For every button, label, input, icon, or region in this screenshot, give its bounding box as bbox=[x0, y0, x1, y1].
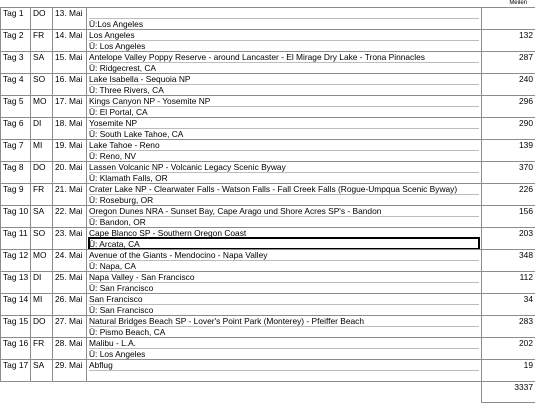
cell-route[interactable] bbox=[87, 118, 482, 140]
cell-weekday[interactable]: DO bbox=[31, 8, 53, 30]
route-text: Cape Blanco SP - Southern Oregon Coast bbox=[89, 228, 479, 238]
empty-cell bbox=[1, 382, 31, 403]
cell-day-number[interactable]: Tag 5 bbox=[1, 96, 31, 118]
cell-route[interactable] bbox=[87, 206, 482, 228]
cell-route[interactable] bbox=[87, 360, 482, 382]
route-text: Avenue of the Giants - Mendocino - Napa Valley bbox=[89, 250, 479, 260]
cell-day-number[interactable]: Tag 13 bbox=[1, 272, 31, 294]
cell-day-number[interactable]: Tag 8 bbox=[1, 162, 31, 184]
overnight-text: Ü: Ridgecrest, CA bbox=[89, 62, 479, 73]
cell-miles[interactable]: 156 bbox=[482, 206, 535, 228]
cell-weekday[interactable]: FR bbox=[31, 30, 53, 52]
cell-miles[interactable]: 296 bbox=[482, 96, 535, 118]
cell-route[interactable] bbox=[87, 228, 482, 250]
table-row bbox=[1, 294, 535, 316]
cell-day-number[interactable]: Tag 2 bbox=[1, 30, 31, 52]
cell-route[interactable] bbox=[87, 8, 482, 30]
table-row bbox=[1, 162, 535, 184]
overnight-text bbox=[89, 370, 479, 381]
cell-miles[interactable]: 34 bbox=[482, 294, 535, 316]
cell-weekday[interactable]: MI bbox=[31, 140, 53, 162]
route-text: Abflug bbox=[89, 360, 479, 370]
cell-weekday[interactable]: DO bbox=[31, 316, 53, 338]
cell-weekday[interactable]: SO bbox=[31, 228, 53, 250]
table-row bbox=[1, 184, 535, 206]
cell-weekday[interactable]: DO bbox=[31, 162, 53, 184]
cell-weekday[interactable]: SA bbox=[31, 206, 53, 228]
table-row bbox=[1, 272, 535, 294]
overnight-text: Ü: Bandon, OR bbox=[89, 216, 479, 227]
cell-date[interactable]: 27. Mai bbox=[53, 316, 87, 338]
table-row bbox=[1, 338, 535, 360]
route-text: Lake Isabella - Sequoia NP bbox=[89, 74, 479, 84]
empty-cell bbox=[87, 382, 482, 403]
table-row bbox=[1, 206, 535, 228]
overnight-text: Ü: Roseburg, OR bbox=[89, 194, 479, 205]
cell-weekday[interactable]: SA bbox=[31, 360, 53, 382]
cell-route[interactable] bbox=[87, 294, 482, 316]
miles-column-header: Meilen bbox=[509, 0, 527, 7]
cell-date[interactable]: 19. Mai bbox=[53, 140, 87, 162]
table-row bbox=[1, 52, 535, 74]
cell-miles[interactable]: 226 bbox=[482, 184, 535, 206]
cell-day-number[interactable]: Tag 4 bbox=[1, 74, 31, 96]
cell-date[interactable]: 14. Mai bbox=[53, 30, 87, 52]
cell-weekday[interactable]: MO bbox=[31, 250, 53, 272]
total-row bbox=[1, 382, 535, 403]
cell-day-number[interactable]: Tag 14 bbox=[1, 294, 31, 316]
cell-route[interactable] bbox=[87, 52, 482, 74]
overnight-text: Ü: Los Angeles bbox=[89, 40, 479, 51]
overnight-text[interactable]: Ü: Arcata, CA bbox=[89, 238, 479, 249]
route-text: Natural Bridges Beach SP - Lover's Point Park (Monterey) - Pfeiffer Beach bbox=[89, 316, 479, 326]
cell-miles[interactable]: 283 bbox=[482, 316, 535, 338]
table-row bbox=[1, 96, 535, 118]
overnight-text: Ü: Los Angeles bbox=[89, 348, 479, 359]
table-row bbox=[1, 228, 535, 250]
total-miles-cell[interactable]: 3337 bbox=[482, 382, 535, 403]
cell-route[interactable] bbox=[87, 184, 482, 206]
cell-day-number[interactable]: Tag 10 bbox=[1, 206, 31, 228]
cell-weekday[interactable]: SO bbox=[31, 74, 53, 96]
table-row bbox=[1, 360, 535, 382]
cell-weekday[interactable]: DI bbox=[31, 272, 53, 294]
cell-day-number[interactable]: Tag 1 bbox=[1, 8, 31, 30]
cell-weekday[interactable]: FR bbox=[31, 338, 53, 360]
table-row bbox=[1, 118, 535, 140]
overnight-text: Ü: El Portal, CA bbox=[89, 106, 479, 117]
cell-route[interactable] bbox=[87, 316, 482, 338]
cell-date[interactable]: 15. Mai bbox=[53, 52, 87, 74]
table-row bbox=[1, 74, 535, 96]
overnight-text: Ü: South Lake Tahoe, CA bbox=[89, 128, 479, 139]
cell-miles[interactable]: 132 bbox=[482, 30, 535, 52]
table-row bbox=[1, 8, 535, 30]
route-text: Oregon Dunes NRA - Sunset Bay, Cape Arago und Shore Acres SP's - Bandon bbox=[89, 206, 479, 216]
overnight-text: Ü:Los Angeles bbox=[89, 18, 479, 29]
empty-cell bbox=[53, 382, 87, 403]
cell-weekday[interactable]: MI bbox=[31, 294, 53, 316]
cell-route[interactable] bbox=[87, 338, 482, 360]
cell-date[interactable]: 17. Mai bbox=[53, 96, 87, 118]
cell-route[interactable] bbox=[87, 96, 482, 118]
cell-date[interactable]: 23. Mai bbox=[53, 228, 87, 250]
route-text: Antelope Valley Poppy Reserve - around Lancaster - El Mirage Dry Lake - Trona Pinnacles bbox=[89, 52, 479, 62]
route-text: Los Angeles bbox=[89, 30, 479, 40]
cell-weekday[interactable]: MO bbox=[31, 96, 53, 118]
cell-date[interactable]: 16. Mai bbox=[53, 74, 87, 96]
overnight-text: Ü: San Francisco bbox=[89, 304, 479, 315]
route-text: Crater Lake NP - Clearwater Falls - Watson Falls - Fall Creek Falls (Rogue-Umpqua Scenic Byway) bbox=[89, 184, 479, 194]
route-text bbox=[89, 8, 479, 18]
cell-day-number[interactable]: Tag 6 bbox=[1, 118, 31, 140]
route-text: Lake Tahoe - Reno bbox=[89, 140, 479, 150]
cell-day-number[interactable]: Tag 16 bbox=[1, 338, 31, 360]
cell-miles[interactable]: 287 bbox=[482, 52, 535, 74]
cell-date[interactable]: 24. Mai bbox=[53, 250, 87, 272]
route-text: Napa Valley - San Francisco bbox=[89, 272, 479, 282]
cell-route[interactable] bbox=[87, 250, 482, 272]
cell-date[interactable]: 28. Mai bbox=[53, 338, 87, 360]
route-text: Malibu - L.A. bbox=[89, 338, 479, 348]
cell-date[interactable]: 22. Mai bbox=[53, 206, 87, 228]
cell-day-number[interactable]: Tag 15 bbox=[1, 316, 31, 338]
table-row bbox=[1, 140, 535, 162]
cell-miles[interactable]: 112 bbox=[482, 272, 535, 294]
cell-date[interactable]: 21. Mai bbox=[53, 184, 87, 206]
cell-weekday[interactable]: DI bbox=[31, 118, 53, 140]
overnight-text: Ü: Klamath Falls, OR bbox=[89, 172, 479, 183]
cell-miles[interactable]: 202 bbox=[482, 338, 535, 360]
cell-date[interactable]: 26. Mai bbox=[53, 294, 87, 316]
cell-day-number[interactable]: Tag 3 bbox=[1, 52, 31, 74]
table-row bbox=[1, 250, 535, 272]
cell-day-number[interactable]: Tag 12 bbox=[1, 250, 31, 272]
cell-day-number[interactable]: Tag 17 bbox=[1, 360, 31, 382]
overnight-text: Ü: San Francisco bbox=[89, 282, 479, 293]
cell-day-number[interactable]: Tag 9 bbox=[1, 184, 31, 206]
cell-date[interactable]: 20. Mai bbox=[53, 162, 87, 184]
table-row bbox=[1, 316, 535, 338]
cell-miles[interactable]: 348 bbox=[482, 250, 535, 272]
itinerary-table bbox=[0, 7, 535, 403]
route-text: Kings Canyon NP - Yosemite NP bbox=[89, 96, 479, 106]
cell-date[interactable]: 29. Mai bbox=[53, 360, 87, 382]
cell-day-number[interactable]: Tag 11 bbox=[1, 228, 31, 250]
cell-route[interactable] bbox=[87, 272, 482, 294]
cell-date[interactable]: 18. Mai bbox=[53, 118, 87, 140]
cell-miles[interactable]: 240 bbox=[482, 74, 535, 96]
cell-miles[interactable]: 370 bbox=[482, 162, 535, 184]
cell-miles[interactable]: 203 bbox=[482, 228, 535, 250]
cell-miles[interactable]: 139 bbox=[482, 140, 535, 162]
route-text: Yosemite NP bbox=[89, 118, 479, 128]
cell-miles[interactable]: 19 bbox=[482, 360, 535, 382]
cell-route[interactable] bbox=[87, 140, 482, 162]
overnight-text: Ü: Reno, NV bbox=[89, 150, 479, 161]
overnight-text: Ü: Three Rivers, CA bbox=[89, 84, 479, 95]
empty-cell bbox=[31, 382, 53, 403]
cell-route[interactable] bbox=[87, 30, 482, 52]
header-row bbox=[0, 0, 535, 7]
route-text: San Francisco bbox=[89, 294, 479, 304]
overnight-text: Ü: Pismo Beach, CA bbox=[89, 326, 479, 337]
cell-day-number[interactable]: Tag 7 bbox=[1, 140, 31, 162]
cell-route[interactable] bbox=[87, 162, 482, 184]
overnight-text: Ü: Napa, CA bbox=[89, 260, 479, 271]
cell-weekday[interactable]: FR bbox=[31, 184, 53, 206]
cell-route[interactable] bbox=[87, 74, 482, 96]
cell-date[interactable]: 13. Mai bbox=[53, 8, 87, 30]
cell-miles[interactable]: 290 bbox=[482, 118, 535, 140]
cell-date[interactable]: 25. Mai bbox=[53, 272, 87, 294]
route-text: Lassen Volcanic NP - Volcanic Legacy Scenic Byway bbox=[89, 162, 479, 172]
table-row bbox=[1, 30, 535, 52]
cell-weekday[interactable]: SA bbox=[31, 52, 53, 74]
cell-miles[interactable] bbox=[482, 8, 535, 30]
